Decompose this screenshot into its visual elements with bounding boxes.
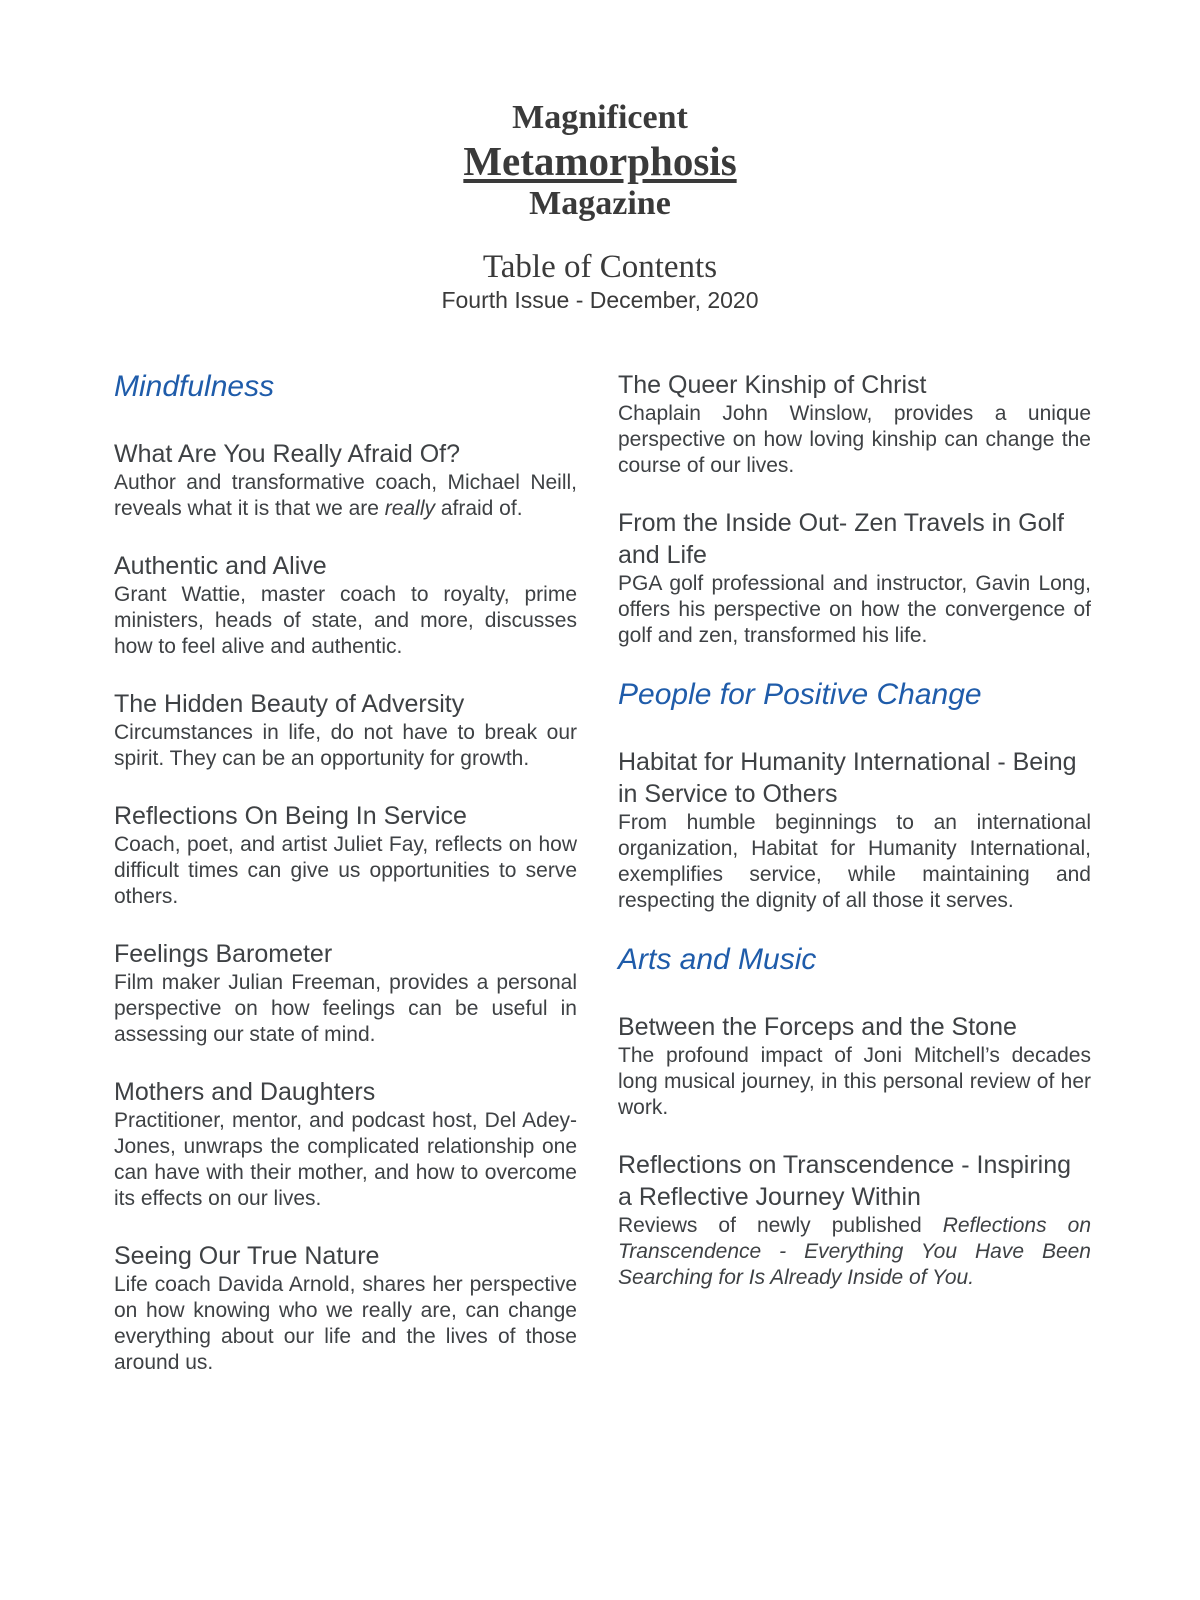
- toc-columns: [0, 369, 1200, 1404]
- toc-entry: [114, 1240, 577, 1376]
- toc-entry-description-part: Practitioner, mentor, and podcast host, Del Adey-Jones, unwraps the complicated relationship one can have with their mother, and how to overcome its effects on our lives.: [114, 1109, 577, 1210]
- toc-entry: [114, 800, 577, 910]
- toc-column-left: [114, 369, 577, 1404]
- toc-entry-description: [114, 970, 577, 1048]
- toc-entry-description: [618, 1043, 1091, 1121]
- toc-entry-title: What Are You Really Afraid Of?: [114, 440, 461, 468]
- masthead-title-bottom: Magazine: [529, 185, 671, 222]
- toc-entry-description: [114, 720, 577, 772]
- toc-title: Table of Contents: [482, 249, 718, 285]
- toc-entry-description: [114, 470, 577, 522]
- toc-entry: [114, 688, 577, 772]
- masthead-title-main: Metamorphosis: [463, 138, 737, 184]
- toc-entry: [618, 369, 1091, 479]
- toc-entry: [618, 1011, 1091, 1121]
- toc-entry-description: [114, 582, 577, 660]
- masthead-title-top: Magnificent: [512, 99, 688, 136]
- toc-header: [0, 248, 1200, 314]
- toc-entry-title: Between the Forceps and the Stone: [618, 1013, 1017, 1041]
- toc-entry-description-part: Grant Wattie, master coach to royalty, prime ministers, heads of state, and more, discusses how to feel alive and authentic.: [114, 583, 577, 658]
- section-heading: Arts and Music: [618, 943, 817, 976]
- toc-entry-description: [114, 1108, 577, 1212]
- toc-entry: [114, 938, 577, 1048]
- toc-entry-description: [114, 1272, 577, 1376]
- toc-entry: [114, 1076, 577, 1212]
- toc-entry-description: [618, 810, 1091, 914]
- toc-entry-description-part: PGA golf professional and instructor, Gavin Long, offers his perspective on how the convergence of golf and zen, transformed his life.: [618, 572, 1091, 647]
- toc-entry: [618, 507, 1091, 649]
- toc-column-right: [618, 369, 1091, 1319]
- toc-entry-description-part: Reviews of newly published: [618, 1214, 943, 1237]
- toc-entry-description-part: The profound impact of Joni Mitchell’s decades long musical journey, in this personal review of her work.: [618, 1044, 1091, 1119]
- toc-entry-title: From the Inside Out- Zen Travels in Golf and Life: [618, 509, 1064, 569]
- toc-entry-description: [618, 1213, 1091, 1291]
- toc-entry-description-italic-part: Reflections on Transcendence - Everything You Have Been Searching for Is Already Inside of You.: [618, 1214, 1092, 1289]
- toc-entry-description-italic-part: really: [384, 497, 435, 520]
- toc-entry-description-part: Circumstances in life, do not have to break our spirit. They can be an opportunity for growth.: [114, 721, 577, 770]
- toc-entry-description-part: Life coach Davida Arnold, shares her perspective on how knowing who we really are, can change everything about our life and the lives of those around us.: [114, 1273, 577, 1374]
- toc-entry-title: Reflections On Being In Service: [114, 802, 467, 830]
- toc-entry: [114, 550, 577, 660]
- section-heading: People for Positive Change: [618, 678, 982, 711]
- toc-entry-title: Authentic and Alive: [114, 552, 327, 580]
- toc-entry-title: The Hidden Beauty of Adversity: [114, 690, 465, 718]
- toc-entry-description-part: Coach, poet, and artist Juliet Fay, reflects on how difficult times can give us opportunities to serve others.: [114, 833, 577, 908]
- toc-entry-description: [618, 401, 1091, 479]
- toc-entry-title: Reflections on Transcendence - Inspiring a Reflective Journey Within: [618, 1151, 1072, 1211]
- toc-entry-description-part: Film maker Julian Freeman, provides a personal perspective on how feelings can be useful in assessing our state of mind.: [114, 971, 577, 1046]
- toc-entry-title: Habitat for Humanity International - Being in Service to Others: [618, 748, 1077, 808]
- toc-entry-description: [114, 832, 577, 910]
- toc-entry: [618, 1149, 1091, 1291]
- toc-entry-title: Seeing Our True Nature: [114, 1242, 380, 1270]
- toc-entry-title: Mothers and Daughters: [114, 1078, 376, 1106]
- toc-entry-title: Feelings Barometer: [114, 940, 333, 968]
- toc-entry-description-part: From humble beginnings to an international organization, Habitat for Humanity International, exemplifies service, while maintaining and respecting the dignity of all those it serves.: [618, 811, 1091, 912]
- toc-entry: [618, 746, 1091, 914]
- toc-entry: [114, 438, 577, 522]
- toc-entry-title: The Queer Kinship of Christ: [618, 371, 927, 399]
- section-heading: Mindfulness: [114, 370, 275, 403]
- toc-entry-description: [618, 571, 1091, 649]
- toc-entry-description-part: Author and transformative coach, Michael Neill, reveals what it is that we are: [114, 471, 577, 520]
- masthead: [0, 0, 1200, 224]
- toc-entry-description-part: afraid of.: [434, 497, 523, 520]
- toc-entry-description-part: Chaplain John Winslow, provides a unique perspective on how loving kinship can change the course of our lives.: [618, 402, 1091, 477]
- toc-issue-subtitle: Fourth Issue - December, 2020: [441, 287, 759, 313]
